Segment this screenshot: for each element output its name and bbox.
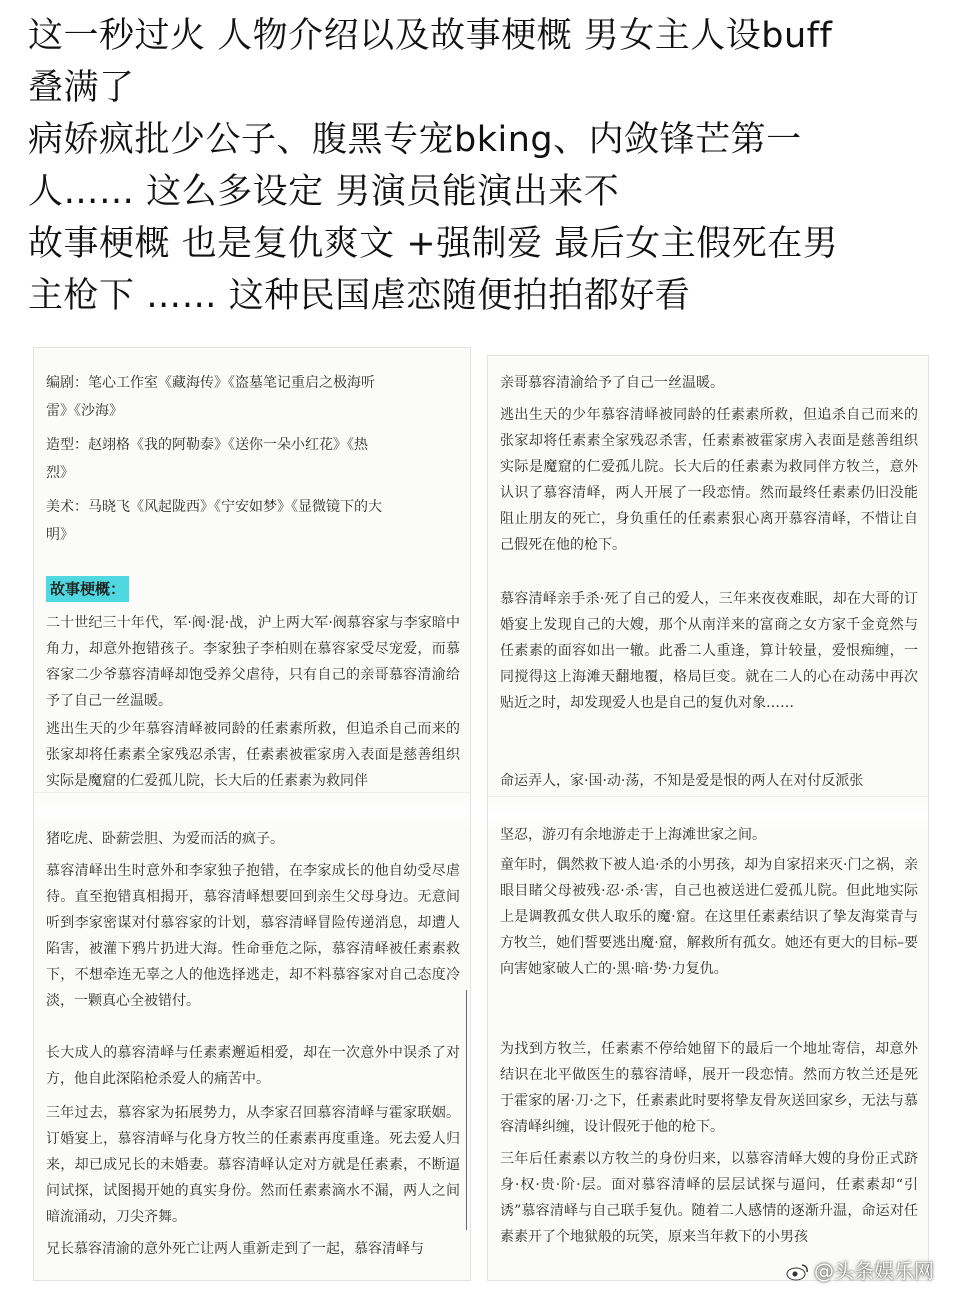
caption-line: 人…… 这么多设定 男演员能演出来不: [28, 172, 620, 212]
summary-paragraph: 慕容清峄出生时意外和李家独子抱错，在李家成长的他自幼受尽虐待。直至抱错真相揭开，慕容清峄想要回到亲生父母身边。无意间听到李家密谋对付慕容家的计划，慕容清峄冒险传递消息，却遭人陷害，被灌下鸦片扔进大海。性命垂危之际，慕容清峄被任素素救下，不想牵连无辜之人的他选择逃走，却不料慕容家对自己态度冷淡，一颗真心全被错付。: [46, 863, 460, 1009]
caption-line: 故事梗概 也是复仇爽文 +强制爱 最后女主假死在男: [28, 224, 839, 264]
summary-paragraph: 二十世纪三十年代，军·阀·混·战，沪上两大军·阀慕容家与李家暗中角力，却意外抱错孩子。李家独子李柏则在慕容家受尽宠爱，而慕容家二少爷慕容清峄却饱受养父虐待，只有自己的亲哥慕容清渝给予了自己一丝温暖。: [46, 615, 460, 709]
credit-line: 明》: [46, 527, 74, 543]
summary-paragraph: 长大成人的慕容清峄与任素素邂逅相爱，却在一次意外中误杀了对方，他自此深陷枪杀爱人的痛苦中。: [46, 1045, 460, 1087]
summary-paragraph: 三年后任素素以方牧兰的身份归来，以慕容清峄大嫂的身份正式跻身·权·贵·阶·层。面对慕容清峄的层层试探与逼问，任素素却“引诱”慕容清峄与自己联手复仇。随着二人感情的逐渐升温，命运对任素素开了个地狱般的玩笑，原来当年救下的小男孩: [500, 1151, 918, 1245]
credit-line: 造型：赵翊格《我的阿勒泰》《送你一朵小红花》《热: [46, 437, 368, 453]
story-summary-heading: 故事梗概：: [46, 576, 129, 602]
watermark-text: @头条娱乐网: [814, 1259, 934, 1283]
credit-line: 雷》《沙海》: [46, 403, 123, 419]
caption-line: 这一秒过火 人物介绍以及故事梗概 男女主人设buff: [28, 16, 833, 56]
summary-paragraph: 慕容清峄亲手杀·死了自己的爱人，三年来夜夜难眠，却在大哥的订婚宴上发现自己的大嫂，那个从南洋来的富商之女方家千金竟然与任素素的面容如出一辙。此番二人重逢，算计较量，爱恨痴缠，一同搅得这上海滩天翻地覆，格局巨变。就在二人的心在动荡中再次贴近之时，却发现爱人也是自己的复仇对象……: [500, 591, 918, 711]
caption-line: 叠满了: [28, 68, 135, 108]
credit-line: 烈》: [46, 465, 74, 481]
weibo-logo-icon: [786, 1263, 810, 1281]
credit-line: 编剧：笔心工作室《藏海传》《盗墓笔记重启之极海听: [46, 375, 375, 391]
summary-paragraph: 为找到方牧兰，任素素不停给她留下的最后一个地址寄信，却意外结识在北平做医生的慕容清峄，展开一段恋情。然而方牧兰还是死于霍家的屠·刀·之下，任素素此时要将挚友骨灰送回家乡，无法与慕容清峄纠缠，设计假死于他的枪下。: [500, 1041, 918, 1135]
right-document-screenshot: [488, 356, 928, 1280]
summary-line: 猪吃虎、卧薪尝胆、为爱而活的疯子。: [46, 831, 284, 847]
summary-paragraph: 逃出生天的少年慕容清峄被同龄的任素素所救，但追杀自己而来的张家却将任素素全家残忍杀害，任素素被霍家虏入表面是慈善组织实际是魔窟的仁爱孤儿院，长大后的任素素为救同伴: [46, 721, 460, 789]
left-document-screenshot: [34, 348, 470, 1280]
summary-paragraph: 三年过去，慕容家为拓展势力，从李家召回慕容清峄与霍家联姻。订婚宴上，慕容清峄与化身方牧兰的任素素再度重逢。死去爱人归来，却已成兄长的未婚妻。慕容清峄认定对方就是任素素，不断逼问试探，试图揭开她的真实身份。然而任素素滴水不漏，两人之间暗流涌动，刀尖齐舞。: [46, 1105, 460, 1225]
screenshot-overlap-edge: [34, 792, 470, 829]
credit-line: 美术：马晓飞《风起陇西》《宁安如梦》《显微镜下的大: [46, 499, 382, 515]
summary-line: 亲哥慕容清渝给予了自己一丝温暖。: [500, 375, 724, 391]
watermark: [786, 1255, 934, 1284]
summary-paragraph: 逃出生天的少年慕容清峄被同龄的任素素所救，但追杀自己而来的张家却将任素素全家残忍杀害，任素素被霍家虏入表面是慈善组织实际是魔窟的仁爱孤儿院。长大后的任素素为救同伴方牧兰，意外认识了慕容清峄，两人开展了一段恋情。然而最终任素素仍旧没能阻止朋友的死亡，身负重任的任素素狠心离开慕容清峄，不惜让自己假死在他的枪下。: [500, 407, 918, 553]
summary-paragraph: 童年时，偶然救下被人追·杀的小男孩，却为自家招来灭·门之祸，亲眼目睹父母被残·忍·杀·害，自己也被送进仁爱孤儿院。但此地实际上是调教孤女供人取乐的魔·窟。在这里任素素结识了挚友海棠青与方牧兰，她们誓要逃出魔·窟，解救所有孤女。她还有更大的目标–要向害她家破人亡的·黑·暗·势·力复仇。: [500, 857, 918, 977]
caption-line: 主枪下 …… 这种民国虐恋随便拍拍都好看: [28, 276, 691, 316]
caption-line: 病娇疯批少公子、腹黑专宠bking、内敛锋芒第一: [28, 120, 802, 160]
summary-line: 命运弄人，家·国·动·荡，不知是爱是恨的两人在对付反派张: [500, 773, 864, 789]
summary-line: 坚忍，游刃有余地游走于上海滩世家之间。: [500, 827, 766, 843]
divider-line: [466, 990, 467, 1230]
post-caption: [28, 10, 928, 322]
summary-line: 兄长慕容清渝的意外死亡让两人重新走到了一起，慕容清峄与: [46, 1241, 424, 1257]
